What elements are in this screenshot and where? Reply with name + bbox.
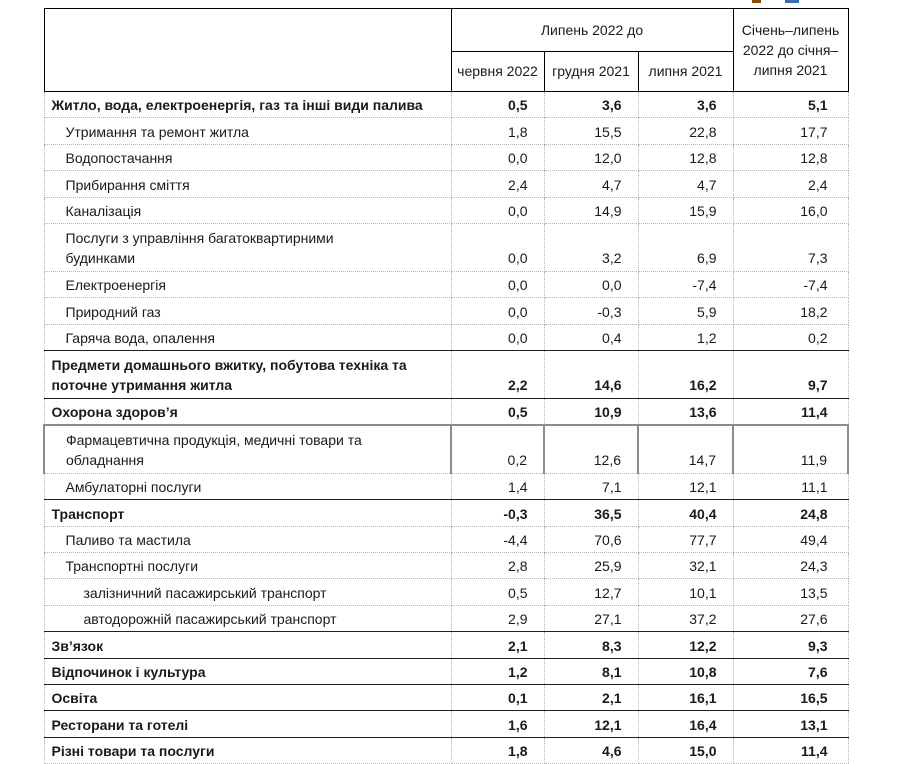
value-cell: 12,2 bbox=[638, 632, 733, 658]
table-row bbox=[44, 500, 848, 526]
row-label-cell bbox=[44, 197, 451, 223]
value-cell: 2,4 bbox=[451, 171, 544, 197]
row-label-cell bbox=[44, 526, 451, 552]
value-cell: 12,7 bbox=[544, 579, 638, 605]
value-cell: 12,8 bbox=[733, 144, 848, 170]
value-cell: -4,4 bbox=[451, 526, 544, 552]
table-row bbox=[44, 711, 848, 737]
value-cell: 0,5 bbox=[451, 398, 544, 425]
value-cell: 15,0 bbox=[638, 737, 733, 763]
value-cell: 8,1 bbox=[544, 658, 638, 684]
value-cell: 0,0 bbox=[451, 271, 544, 297]
value-cell: -7,4 bbox=[733, 271, 848, 297]
value-cell: 15,5 bbox=[544, 118, 638, 144]
value-cell: 11,9 bbox=[733, 425, 848, 473]
value-cell: 27,6 bbox=[733, 605, 848, 631]
clipped-text-fragment bbox=[752, 0, 761, 3]
row-label: Утримання та ремонт житла bbox=[65, 123, 249, 140]
value-cell: 11,4 bbox=[733, 737, 848, 763]
table-row bbox=[44, 171, 848, 197]
row-label: Відпочинок і культура bbox=[51, 664, 206, 681]
table-row bbox=[44, 425, 848, 473]
value-cell: 9,7 bbox=[733, 350, 848, 398]
period-header-label: Січень–липень 2022 до січня–липня 2021 bbox=[741, 22, 840, 78]
value-cell: 3,6 bbox=[638, 92, 733, 118]
value-cell: 13,1 bbox=[733, 711, 848, 737]
row-label-cell bbox=[44, 737, 451, 763]
row-label: Ресторани та готелі bbox=[51, 716, 189, 733]
row-label: Гаряча вода, опалення bbox=[65, 329, 215, 346]
value-cell: 11,4 bbox=[733, 398, 848, 425]
value-cell: 1,8 bbox=[451, 118, 544, 144]
value-cell: -0,3 bbox=[451, 500, 544, 526]
row-label-cell bbox=[44, 298, 451, 324]
value-cell: 16,4 bbox=[638, 711, 733, 737]
table-row bbox=[44, 223, 848, 271]
value-cell: 1,8 bbox=[451, 737, 544, 763]
value-cell: 13,5 bbox=[733, 579, 848, 605]
value-cell: 7,6 bbox=[733, 658, 848, 684]
row-label: Паливо та мастила bbox=[65, 532, 191, 549]
table-row bbox=[44, 298, 848, 324]
table-row bbox=[44, 398, 848, 425]
value-cell: 1,4 bbox=[451, 473, 544, 499]
table-row bbox=[44, 271, 848, 297]
value-cell: 16,1 bbox=[638, 685, 733, 711]
value-cell: 1,2 bbox=[638, 324, 733, 350]
value-cell: 16,5 bbox=[733, 685, 848, 711]
value-cell: 12,8 bbox=[638, 144, 733, 170]
value-cell: 3,6 bbox=[544, 92, 638, 118]
value-cell: 2,4 bbox=[733, 171, 848, 197]
value-cell: 8,3 bbox=[544, 632, 638, 658]
value-cell: 16,2 bbox=[638, 350, 733, 398]
value-cell: 0,5 bbox=[451, 579, 544, 605]
row-label: Предмети домашнього вжитку, побутова техніка та поточне утримання житла bbox=[51, 356, 407, 393]
value-cell: 14,7 bbox=[638, 425, 733, 473]
table-row bbox=[44, 553, 848, 579]
value-cell: 0,2 bbox=[733, 324, 848, 350]
value-cell: 6,9 bbox=[638, 223, 733, 271]
value-cell: 1,2 bbox=[451, 658, 544, 684]
row-label: Амбулаторні послуги bbox=[65, 479, 202, 496]
value-cell: 0,2 bbox=[451, 425, 544, 473]
row-label: Різні товари та послуги bbox=[51, 743, 215, 760]
value-cell: 5,9 bbox=[638, 298, 733, 324]
value-cell: 4,6 bbox=[544, 737, 638, 763]
value-cell: 2,8 bbox=[451, 553, 544, 579]
value-cell: 7,1 bbox=[544, 473, 638, 499]
value-cell: 15,9 bbox=[638, 197, 733, 223]
table-row bbox=[44, 632, 848, 658]
row-label: Житло, вода, електроенергія, газ та інші види палива bbox=[51, 97, 423, 114]
row-label: Електроенергія bbox=[65, 277, 166, 294]
value-cell: 9,3 bbox=[733, 632, 848, 658]
row-label: Каналізація bbox=[65, 202, 142, 219]
corner-cell bbox=[44, 9, 451, 92]
row-label-cell bbox=[44, 271, 451, 297]
value-cell: -0,3 bbox=[544, 298, 638, 324]
row-label: Прибирання сміття bbox=[65, 176, 190, 193]
value-cell: 4,7 bbox=[638, 171, 733, 197]
value-cell: 5,1 bbox=[733, 92, 848, 118]
row-label-cell bbox=[44, 605, 451, 631]
row-label: Зв’язок bbox=[51, 637, 104, 654]
table-row bbox=[44, 118, 848, 144]
value-cell: 0,4 bbox=[544, 324, 638, 350]
value-cell: 22,8 bbox=[638, 118, 733, 144]
table-row bbox=[44, 324, 848, 350]
value-cell: 10,1 bbox=[638, 579, 733, 605]
value-cell: 24,3 bbox=[733, 553, 848, 579]
row-label-cell bbox=[44, 500, 451, 526]
column-header-december-2021: грудня 2021 bbox=[544, 51, 638, 92]
row-label-cell bbox=[44, 223, 451, 271]
row-label: Освіта bbox=[51, 690, 98, 707]
value-cell: 0,0 bbox=[451, 197, 544, 223]
value-cell: 0,1 bbox=[451, 685, 544, 711]
value-cell: 2,2 bbox=[451, 350, 544, 398]
row-label-cell bbox=[44, 632, 451, 658]
row-label-cell bbox=[44, 144, 451, 170]
value-cell: 3,2 bbox=[544, 223, 638, 271]
table-row bbox=[44, 605, 848, 631]
value-cell: 77,7 bbox=[638, 526, 733, 552]
table-row bbox=[44, 473, 848, 499]
value-cell: 10,9 bbox=[544, 398, 638, 425]
value-cell: 12,6 bbox=[544, 425, 638, 473]
row-label: Водопостачання bbox=[65, 150, 173, 167]
value-cell: 12,1 bbox=[544, 711, 638, 737]
value-cell: 2,1 bbox=[544, 685, 638, 711]
row-label: Фармацевтична продукція, медичні товари та обладнання bbox=[66, 431, 362, 468]
value-cell: 13,6 bbox=[638, 398, 733, 425]
value-cell: 2,9 bbox=[451, 605, 544, 631]
value-cell: 2,1 bbox=[451, 632, 544, 658]
row-label: Охорона здоров’я bbox=[51, 404, 178, 421]
value-cell: 70,6 bbox=[544, 526, 638, 552]
value-cell: 40,4 bbox=[638, 500, 733, 526]
value-cell: 36,5 bbox=[544, 500, 638, 526]
value-cell: 27,1 bbox=[544, 605, 638, 631]
row-label-cell bbox=[44, 324, 451, 350]
row-label: Природний газ bbox=[65, 303, 161, 320]
value-cell: 24,8 bbox=[733, 500, 848, 526]
row-label-cell bbox=[44, 658, 451, 684]
value-cell: 1,6 bbox=[451, 711, 544, 737]
row-label-cell bbox=[44, 92, 451, 118]
table-row bbox=[44, 526, 848, 552]
table-row bbox=[44, 579, 848, 605]
clipped-text-fragment bbox=[785, 0, 799, 3]
row-label: Транспорт bbox=[51, 505, 125, 522]
table-row bbox=[44, 737, 848, 763]
table-row bbox=[44, 685, 848, 711]
row-label-cell bbox=[44, 171, 451, 197]
column-header-july-2021: липня 2021 bbox=[638, 51, 733, 92]
value-cell: 4,7 bbox=[544, 171, 638, 197]
value-cell: 11,1 bbox=[733, 473, 848, 499]
row-label: залізничний пасажирський транспорт bbox=[83, 584, 327, 601]
row-label-cell bbox=[44, 711, 451, 737]
value-cell: 16,0 bbox=[733, 197, 848, 223]
header-row-group bbox=[44, 9, 848, 52]
value-cell: 14,6 bbox=[544, 350, 638, 398]
value-cell: 7,3 bbox=[733, 223, 848, 271]
table-header bbox=[44, 9, 848, 92]
table-row bbox=[44, 144, 848, 170]
value-cell: 0,0 bbox=[451, 298, 544, 324]
value-cell: 18,2 bbox=[733, 298, 848, 324]
value-cell: 0,5 bbox=[451, 92, 544, 118]
value-cell: 10,8 bbox=[638, 658, 733, 684]
value-cell: 12,1 bbox=[638, 473, 733, 499]
value-cell: 0,0 bbox=[451, 223, 544, 271]
value-cell: 32,1 bbox=[638, 553, 733, 579]
table-body bbox=[44, 92, 848, 764]
table-row bbox=[44, 92, 848, 118]
cpi-table bbox=[43, 8, 849, 764]
table-row bbox=[44, 197, 848, 223]
column-header-june-2022: червня 2022 bbox=[451, 51, 544, 92]
period-header-cell bbox=[733, 9, 848, 92]
row-label: автодорожній пасажирський транспорт bbox=[83, 611, 337, 628]
value-cell: 0,0 bbox=[544, 271, 638, 297]
value-cell: 0,0 bbox=[451, 324, 544, 350]
row-label-cell bbox=[44, 685, 451, 711]
value-cell: 37,2 bbox=[638, 605, 733, 631]
row-label-cell bbox=[44, 398, 451, 425]
row-label-cell bbox=[44, 473, 451, 499]
row-label-cell bbox=[44, 425, 451, 473]
value-cell: 49,4 bbox=[733, 526, 848, 552]
row-label: Послуги з управління багатоквартирними будинками bbox=[65, 229, 334, 266]
group-header-cell: Липень 2022 до bbox=[451, 9, 733, 52]
row-label-cell bbox=[44, 118, 451, 144]
row-label-cell bbox=[44, 350, 451, 398]
value-cell: 12,0 bbox=[544, 144, 638, 170]
value-cell: 25,9 bbox=[544, 553, 638, 579]
row-label-cell bbox=[44, 553, 451, 579]
value-cell: 14,9 bbox=[544, 197, 638, 223]
value-cell: 0,0 bbox=[451, 144, 544, 170]
row-label-cell bbox=[44, 579, 451, 605]
value-cell: 17,7 bbox=[733, 118, 848, 144]
table-row bbox=[44, 658, 848, 684]
value-cell: -7,4 bbox=[638, 271, 733, 297]
table-row bbox=[44, 350, 848, 398]
row-label: Транспортні послуги bbox=[65, 558, 199, 575]
